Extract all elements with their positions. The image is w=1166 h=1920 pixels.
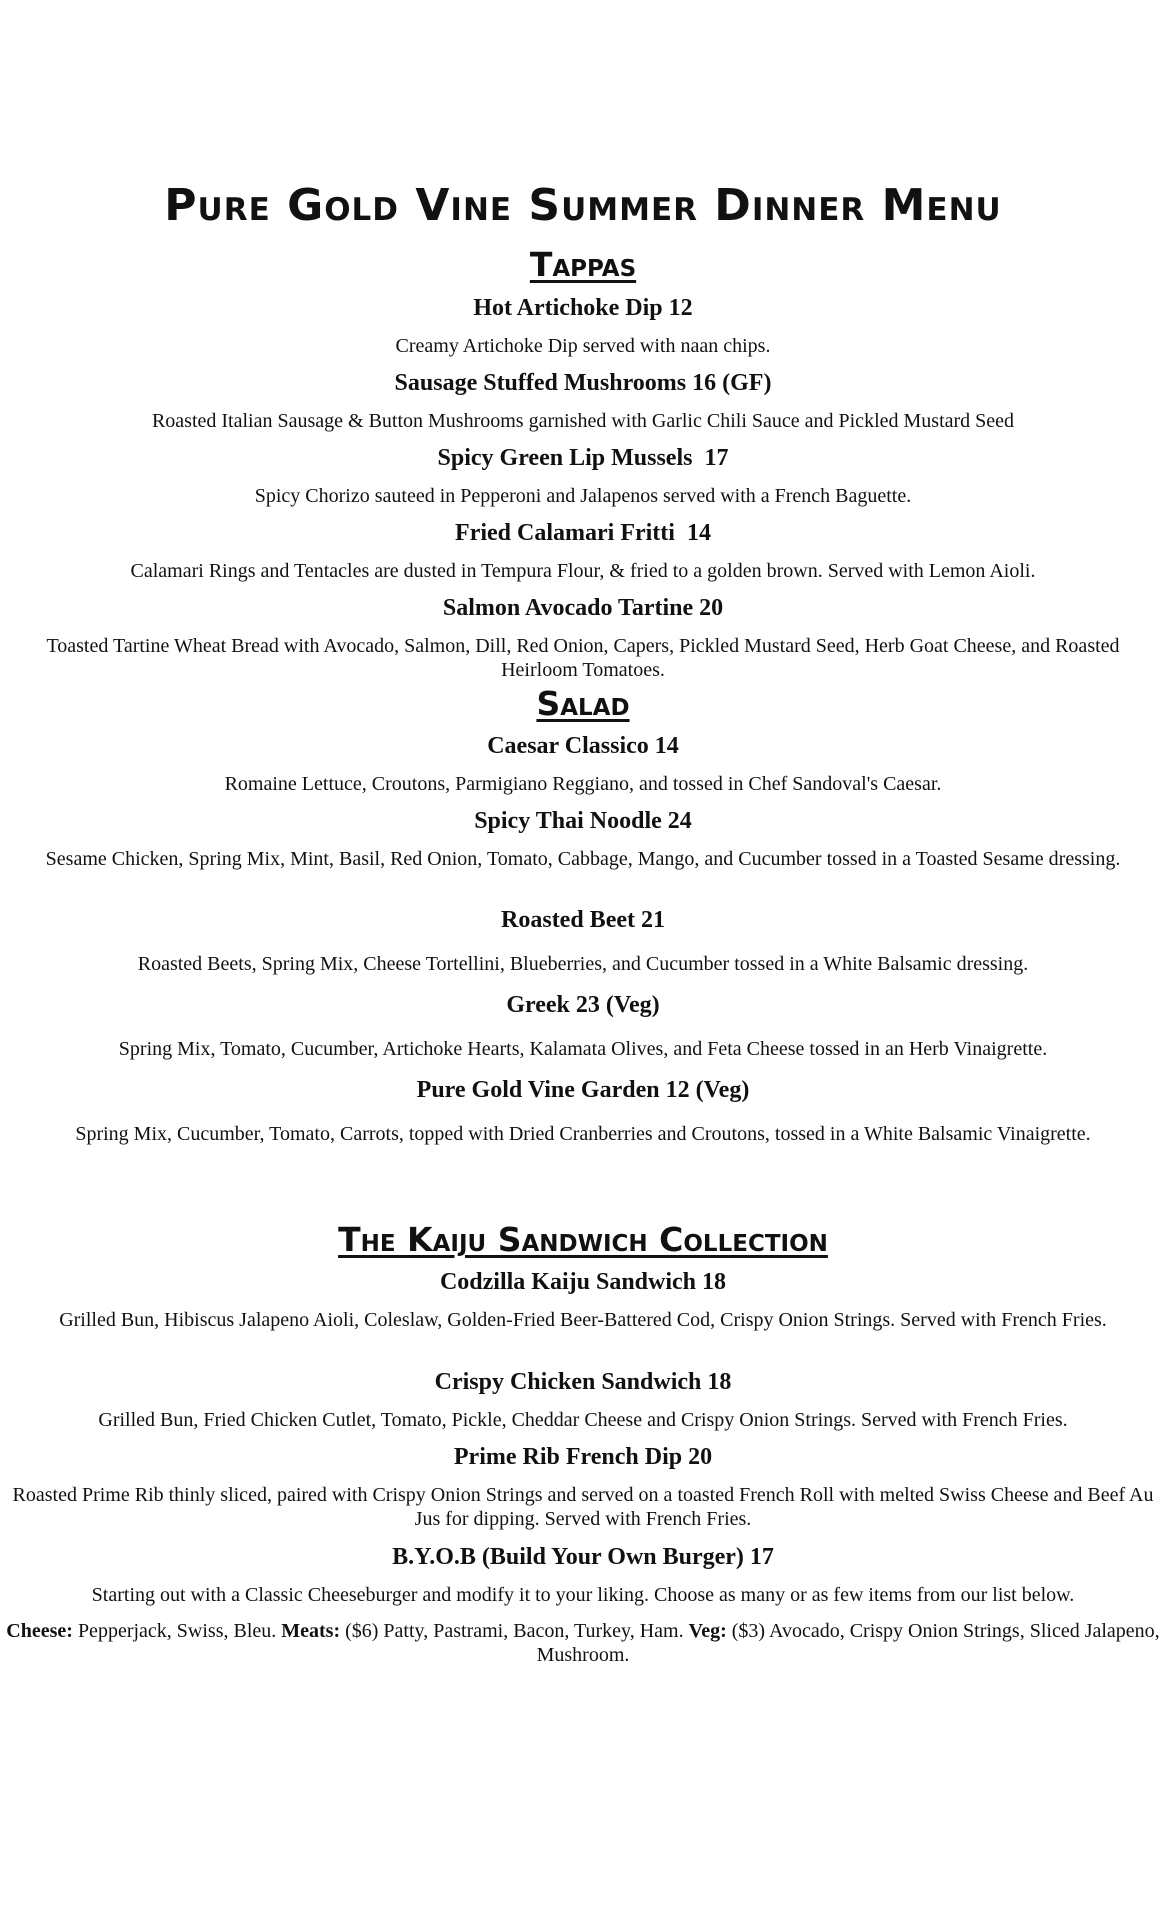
menu-item-description: Starting out with a Classic Cheeseburger and modify it to your liking. Choose as many or as few items from our list below.: [91, 1584, 1075, 1606]
menu-item-description: Grilled Bun, Fried Chicken Cutlet, Tomato, Pickle, Cheddar Cheese and Crispy Onion Strings. Served with French Fries.: [98, 1409, 1068, 1431]
byob-meats-options: ($6) Patty, Pastrami, Bacon, Turkey, Ham.: [340, 1620, 689, 1642]
menu-item-description: Creamy Artichoke Dip served with naan chips.: [395, 335, 771, 357]
menu-item-description: Spicy Chorizo sauteed in Pepperoni and Jalapenos served with a French Baguette.: [254, 485, 912, 507]
byob-options: [6, 1619, 1160, 1667]
menu-title: Pure Gold Vine Summer Dinner Menu: [164, 180, 1002, 231]
menu-item-description: Spring Mix, Cucumber, Tomato, Carrots, topped with Dried Cranberries and Croutons, tossed in a White Balsamic Vinaigrette.: [75, 1123, 1091, 1145]
menu-item-description: Grilled Bun, Hibiscus Jalapeno Aioli, Coleslaw, Golden-Fried Beer-Battered Cod, Crispy Onion Strings. Served with French Fries.: [59, 1309, 1107, 1331]
menu-item-name: Caesar Classico 14: [487, 733, 679, 759]
byob-cheese-label: Cheese:: [6, 1620, 73, 1642]
section-heading-kaiju-sandwich-collection: The Kaiju Sandwich Collection: [338, 1220, 828, 1259]
section-heading-salad: Salad: [536, 684, 630, 723]
menu-item-name: Pure Gold Vine Garden 12 (Veg): [416, 1077, 750, 1103]
menu-item-name: Salmon Avocado Tartine 20: [442, 595, 724, 621]
menu-item-description: Roasted Beets, Spring Mix, Cheese Tortellini, Blueberries, and Cucumber tossed in a White Balsamic dressing.: [137, 953, 1029, 975]
menu-item-name: Spicy Thai Noodle 24: [474, 808, 692, 834]
byob-veg-options: ($3) Avocado, Crispy Onion Strings, Sliced Jalapeno, Mushroom.: [536, 1620, 1160, 1666]
menu-item-name: Prime Rib French Dip 20: [453, 1444, 713, 1470]
menu-item-description: Spring Mix, Tomato, Cucumber, Artichoke Hearts, Kalamata Olives, and Feta Cheese tossed in an Herb Vinaigrette.: [118, 1038, 1048, 1060]
menu-item-name: Sausage Stuffed Mushrooms 16 (GF): [394, 370, 772, 396]
menu-item-description: Roasted Italian Sausage & Button Mushrooms garnished with Garlic Chili Sauce and Pickled Mustard Seed: [151, 410, 1015, 432]
menu-item-name: Greek 23 (Veg): [506, 992, 660, 1018]
menu-item-description: Roasted Prime Rib thinly sliced, paired with Crispy Onion Strings and served on a toasted French Roll with melted Swiss Cheese and Beef Au Jus for dipping. Served with French Fries.: [12, 1484, 1154, 1530]
section-heading-tappas: Tappas: [529, 245, 637, 284]
menu-item-name: Hot Artichoke Dip 12: [473, 295, 693, 321]
byob-cheese-options: Pepperjack, Swiss, Bleu.: [72, 1620, 282, 1642]
menu-item-name: B.Y.O.B (Build Your Own Burger) 17: [392, 1544, 774, 1570]
menu-item-name: Codzilla Kaiju Sandwich 18: [439, 1269, 727, 1295]
menu-item-name: Roasted Beet 21: [501, 907, 665, 933]
menu-item-name: Spicy Green Lip Mussels 17: [437, 445, 729, 471]
byob-meats-label: Meats:: [281, 1620, 341, 1642]
menu-item-description: Toasted Tartine Wheat Bread with Avocado, Salmon, Dill, Red Onion, Capers, Pickled Mustard Seed, Herb Goat Cheese, and Roasted Heirloom Tomatoes.: [46, 635, 1120, 681]
menu-item-name: Crispy Chicken Sandwich 18: [434, 1369, 732, 1395]
menu-item-name: Fried Calamari Fritti 14: [455, 520, 711, 546]
menu-item-description: Romaine Lettuce, Croutons, Parmigiano Reggiano, and tossed in Chef Sandoval's Caesar.: [224, 773, 942, 795]
byob-veg-label: Veg:: [688, 1620, 727, 1642]
menu-item-description: Sesame Chicken, Spring Mix, Mint, Basil, Red Onion, Tomato, Cabbage, Mango, and Cucumber tossed in a Toasted Sesame dressing.: [45, 848, 1121, 870]
menu-item-description: Calamari Rings and Tentacles are dusted in Tempura Flour, & fried to a golden brown. Served with Lemon Aioli.: [130, 560, 1036, 582]
